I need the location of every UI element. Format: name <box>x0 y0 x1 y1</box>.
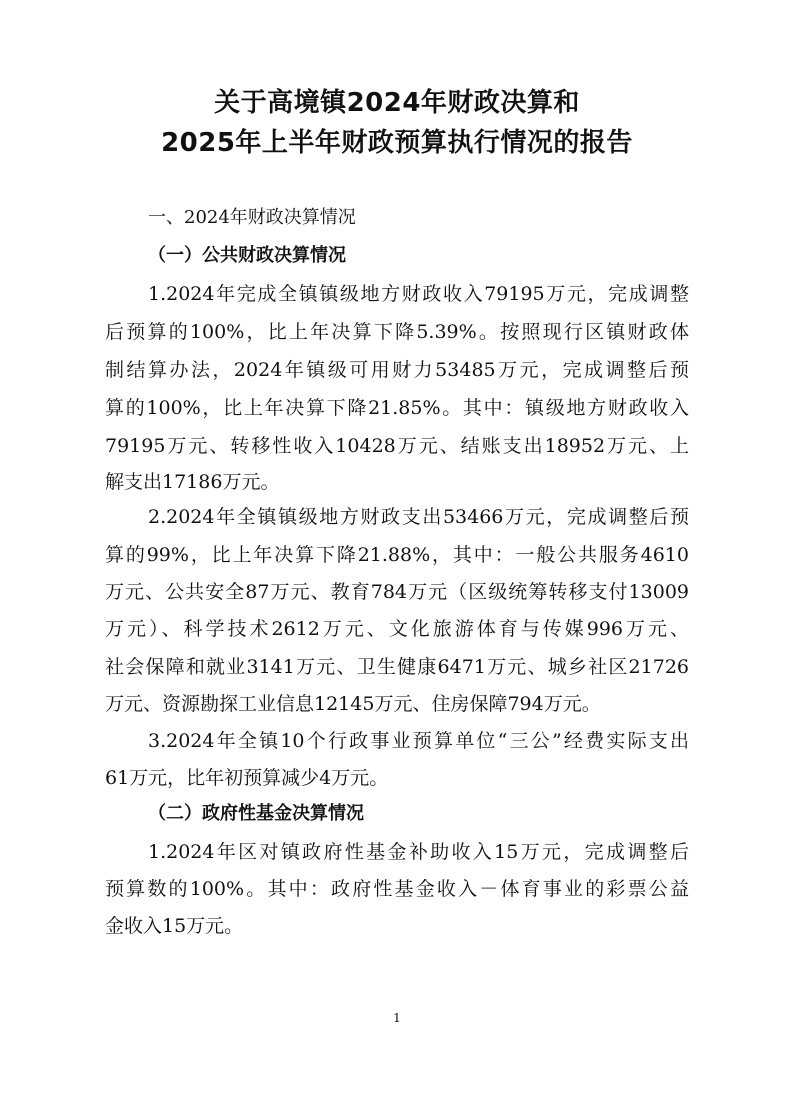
paragraph-2-line: 2.2024年全镇镇级地方财政支出53466万元，完成调整后预 <box>148 506 689 528</box>
paragraph-2-line: 社会保障和就业3141万元、卫生健康6471万元、城乡社区21726 <box>105 656 689 678</box>
subsection-heading-2: （二）政府性基金决算情况 <box>148 803 364 824</box>
report-title-line-1: 关于高境镇2024年财政决算和 <box>214 88 580 118</box>
paragraph-1-line: 制结算办法，2024年镇级可用财力53485万元，完成调整后预 <box>105 359 689 381</box>
paragraph-1-line: 79195万元、转移性收入10428万元、结账支出18952万元、上 <box>105 435 689 457</box>
subsection-heading-1: （一）公共财政决算情况 <box>148 245 346 266</box>
paragraph-3-line: 61万元，比年初预算减少4万元。 <box>105 767 389 789</box>
paragraph-1-line: 1.2024年完成全镇镇级地方财政收入79195万元，完成调整 <box>148 283 689 305</box>
paragraph-2-line: 算的99%，比上年决算下降21.88%，其中：一般公共服务4610 <box>105 544 689 566</box>
paragraph-2-line: 万元、公共安全87万元、教育784万元（区级统筹转移支付13009 <box>105 581 689 603</box>
page-number: 1 <box>393 1011 401 1025</box>
paragraph-3-line: 3.2024年全镇10个行政事业预算单位“三公”经费实际支出 <box>148 730 689 752</box>
paragraph-4-line: 预算数的100%。其中：政府性基金收入－体育事业的彩票公益 <box>105 878 689 900</box>
paragraph-2-line: 万元、资源勘探工业信息12145万元、住房保障794万元。 <box>105 693 601 715</box>
paragraph-2-line: 万元）、科学技术2612万元、文化旅游体育与传媒996万元、 <box>105 618 689 640</box>
paragraph-1-line: 解支出17186万元。 <box>105 471 280 493</box>
report-title-line-2: 2025年上半年财政预算执行情况的报告 <box>161 128 633 158</box>
paragraph-1-line: 算的100%，比上年决算下降21.85%。其中：镇级地方财政收入 <box>105 397 689 419</box>
paragraph-1-line: 后预算的100%，比上年决算下降5.39%。按照现行区镇财政体 <box>105 321 689 343</box>
paragraph-4-line: 金收入15万元。 <box>105 915 244 937</box>
paragraph-4-line: 1.2024年区对镇政府性基金补助收入15万元，完成调整后 <box>148 841 689 863</box>
section-heading-1: 一、2024年财政决算情况 <box>148 207 356 228</box>
